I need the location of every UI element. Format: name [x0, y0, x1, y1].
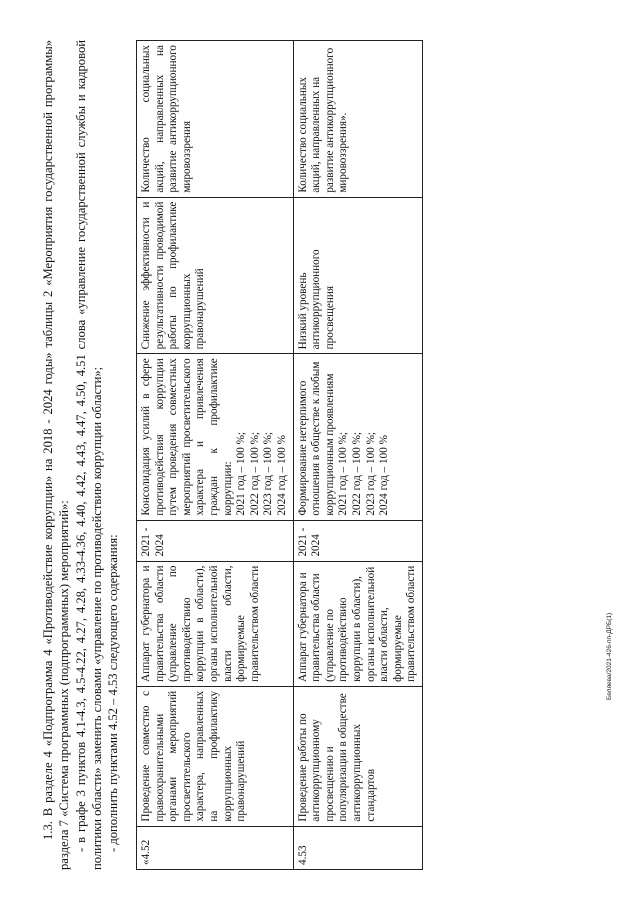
table-row	[137, 41, 294, 870]
result-text: Консолидация усилий в сфере противодействия коррупции путем проведения совместных мероприятий просветительского характера и привлечения граждан к профилактике коррупции:	[140, 358, 234, 516]
result-text: Формирование нетерпимого отношения в обществе к любым коррупционным проявлениям	[296, 361, 336, 516]
event-cell: Проведение работы по антикоррупционному просвещению и популяризации в обществе антикоррупционных стандартов	[293, 686, 422, 826]
row-number: 4.53	[293, 826, 422, 869]
result-year: 2021 год – 100 %;	[337, 431, 350, 516]
term-cell: 2021 - 2024	[293, 520, 422, 561]
indicator-cell: Количество социальных акций, направленных на развитие антикоррупционного мировоззрения	[137, 41, 294, 198]
term-cell: 2021 - 2024	[137, 520, 294, 561]
amendment-paragraph-2: - в графе 3 пунктов 4.1-4.3, 4.5-4.22, 4.27, 4.28, 4.33-4.36, 4.40, 4.42, 4.43, 4.47, 4.50, 4.51 слова «управление государственной службы и кадровой политики области» заменить словами «управление по противодействию коррупции области»;	[73, 40, 104, 870]
executor-cell: Аппарат губернатора и правительства области (управление по противодействию коррупции в области), органы исполнительной власти области, формируемые правительством области	[137, 561, 294, 686]
result-year: 2021 год – 100 %;	[235, 431, 248, 516]
rotated-landscape-content	[40, 40, 600, 870]
result-cell	[293, 354, 422, 520]
indicator-cell: Количество социальных акций, направленных на развитие антикоррупционного мировоззрения».	[293, 41, 422, 198]
executor-cell: Аппарат губернатора и правительства области (управление по противодействию коррупции в области), органы исполнительной власти области, формируемые правительством области	[293, 561, 422, 686]
amendment-paragraph-1: 1.3. В разделе 4 «Подпрограмма 4 «Противодействие коррупции» на 2018 - 2024 годы» таблицы 2 «Мероприятия государственной программы» раздела 7 «Система программных (подпрограммных) мероприятий»:	[41, 40, 72, 870]
consequence-cell: Снижение эффективности и результативности проводимой работы по профилактике коррупционных правонарушений	[137, 197, 294, 354]
document-footer-code: Беляева/2021-426-пп-ДРБ(1)	[606, 612, 613, 700]
result-year: 2023 год – 100 %;	[364, 431, 377, 516]
result-year: 2022 год – 100 %;	[350, 431, 363, 516]
intro-text	[40, 40, 121, 870]
result-year: 2023 год – 100 %;	[262, 431, 275, 516]
measures-table	[136, 40, 423, 870]
consequence-cell: Низкий уровень антикоррупционного просвещения	[293, 197, 422, 354]
event-cell: Проведение совместно с правоохранительными органами мероприятий просветительского характера, направленных на профилактику коррупционных правонарушений	[137, 686, 294, 826]
result-cell	[137, 354, 294, 520]
result-year: 2024 год – 100 %	[275, 435, 288, 516]
result-year: 2022 год – 100 %;	[248, 431, 261, 516]
amendment-paragraph-3: - дополнить пунктами 4.52 – 4.53 следующего содержания:	[106, 534, 121, 852]
table-row	[293, 41, 422, 870]
result-year: 2024 год – 100 %	[378, 435, 391, 516]
row-number: «4.52	[137, 826, 294, 869]
